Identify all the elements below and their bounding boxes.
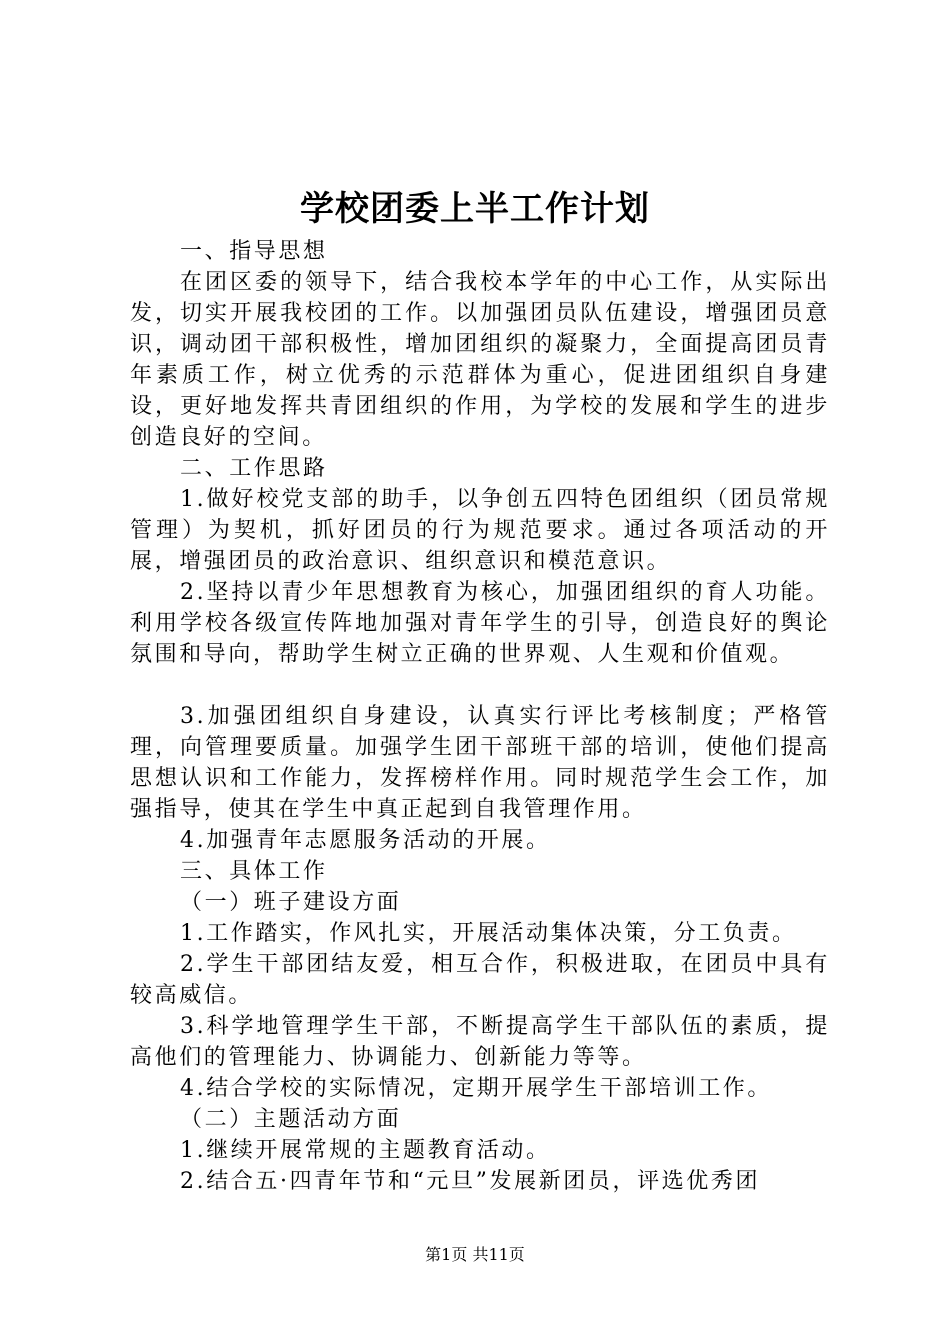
paragraph: （一）班子建设方面 bbox=[180, 890, 402, 915]
paragraph: 3.加强团组织自身建设，认真实行评比考核制度；严格管理，向管理要质量。加强学生团干部班干部的培训，使他们提高思想认识和工作能力，发挥榜样作用。同时规范学生会工作，加强指导，使其在学生中真正起到自我管理作用。 bbox=[130, 704, 830, 822]
paragraph: 2.学生干部团结友爱，相互合作，积极进取，在团员中具有较高威信。 bbox=[130, 952, 830, 1008]
paragraph: 1.工作踏实，作风扎实，开展活动集体决策，分工负责。 bbox=[180, 921, 797, 946]
blank-line bbox=[130, 670, 830, 701]
paragraph: 一、指导思想 bbox=[180, 239, 328, 264]
paragraph: 三、具体工作 bbox=[180, 859, 328, 884]
paragraph: 4.加强青年志愿服务活动的开展。 bbox=[180, 828, 551, 853]
paragraph: 4.结合学校的实际情况，定期开展学生干部培训工作。 bbox=[180, 1076, 772, 1101]
paragraph: 2.坚持以青少年思想教育为核心，加强团组织的育人功能。利用学校各级宣传阵地加强对青年学生的引导，创造良好的舆论氛围和导向，帮助学生树立正确的世界观、人生观和价值观。 bbox=[130, 580, 830, 667]
paragraph: 2.结合五·四青年节和“元旦”发展新团员，评选优秀团 bbox=[180, 1169, 761, 1194]
page-number-footer: 第1页 共11页 bbox=[425, 1245, 525, 1264]
paragraph: 3.科学地管理学生干部，不断提高学生干部队伍的素质，提高他们的管理能力、协调能力、创新能力等等。 bbox=[130, 1014, 830, 1070]
paragraph: 在团区委的领导下，结合我校本学年的中心工作，从实际出发，切实开展我校团的工作。以加强团员队伍建设，增强团员意识，调动团干部积极性，增加团组织的凝聚力，全面提高团员青年素质工作，树立优秀的示范群体为重心，促进团组织自身建设，更好地发挥共青团组织的作用，为学校的发展和学生的进步创造良好的空间。 bbox=[130, 270, 830, 450]
paragraph: 1.做好校党支部的助手，以争创五四特色团组织（团员常规管理）为契机，抓好团员的行为规范要求。通过各项活动的开展，增强团员的政治意识、组织意识和模范意识。 bbox=[130, 487, 830, 574]
paragraph: 1.继续开展常规的主题教育活动。 bbox=[180, 1138, 551, 1163]
paragraph: （二）主题活动方面 bbox=[180, 1107, 402, 1132]
document-body bbox=[130, 236, 830, 1197]
paragraph: 二、工作思路 bbox=[180, 456, 328, 481]
document-title: 学校团委上半工作计划 bbox=[300, 189, 650, 229]
